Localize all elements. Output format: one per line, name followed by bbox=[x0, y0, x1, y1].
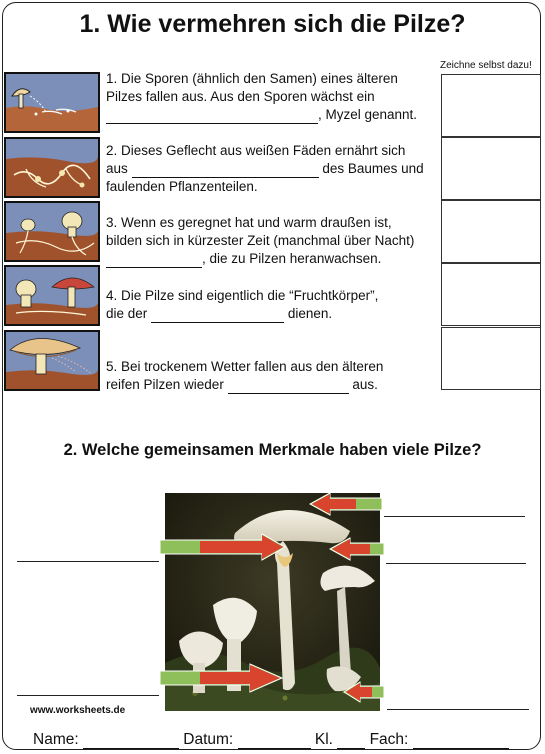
answer-line-bottom-left[interactable] bbox=[17, 695, 159, 696]
illustration-spores-falling bbox=[4, 72, 100, 133]
step-5-suffix: aus. bbox=[352, 377, 378, 392]
drawing-box-3[interactable] bbox=[441, 200, 541, 263]
drawing-box-4[interactable] bbox=[441, 263, 541, 326]
step-3-line-3 bbox=[106, 250, 441, 268]
step-5-line-1: 5. Bei trockenem Wetter fallen aus den älteren bbox=[106, 359, 384, 374]
section-1-title: 1. Wie vermehren sich die Pilze? bbox=[79, 10, 466, 38]
illustration-young-mushrooms bbox=[4, 201, 100, 262]
step-1-line-3 bbox=[106, 106, 441, 124]
step-3 bbox=[106, 214, 441, 268]
step-1-suffix: , Myzel genannt. bbox=[318, 107, 418, 122]
answer-line-right[interactable] bbox=[386, 563, 526, 564]
class-field[interactable] bbox=[337, 734, 365, 749]
answer-line-top-right[interactable] bbox=[384, 516, 525, 517]
step-5-line-2 bbox=[106, 376, 441, 394]
step-1-line-1: 1. Die Sporen (ähnlich den Samen) eines älteren bbox=[106, 71, 398, 86]
answer-line-left[interactable] bbox=[17, 561, 159, 562]
draw-hint: Zeichne selbst dazu! bbox=[440, 60, 532, 71]
step-4-answer-blank[interactable] bbox=[151, 308, 284, 323]
name-field[interactable] bbox=[83, 734, 179, 749]
step-5-answer-blank[interactable] bbox=[228, 379, 349, 394]
mushroom-photo bbox=[165, 493, 380, 711]
class-label: Kl. bbox=[314, 731, 333, 748]
subject-field[interactable] bbox=[413, 734, 509, 749]
subject-label: Fach: bbox=[369, 731, 409, 748]
step-3-line-2: bilden sich in kürzester Zeit (manchmal über Nacht) bbox=[106, 233, 415, 248]
step-4-line-2 bbox=[106, 305, 441, 323]
illustration-mycelium bbox=[4, 137, 100, 198]
step-2-prefix: aus bbox=[106, 161, 128, 176]
date-label: Datum: bbox=[183, 731, 234, 748]
step-5 bbox=[106, 358, 441, 394]
step-4 bbox=[106, 287, 441, 323]
step-2-line-1: 2. Dieses Geflecht aus weißen Fäden ernährt sich bbox=[106, 143, 406, 158]
step-4-suffix: dienen. bbox=[287, 306, 333, 321]
step-3-suffix: , die zu Pilzen heranwachsen. bbox=[202, 251, 382, 266]
illustration-spores-release bbox=[4, 330, 100, 391]
step-1-line-2: Pilzes fallen aus. Aus den Sporen wächst ein bbox=[106, 89, 375, 104]
step-2-line-3: faulenden Pflanzenteilen. bbox=[106, 179, 258, 194]
name-label: Name: bbox=[33, 731, 79, 748]
website-label: www.worksheets.de bbox=[30, 705, 126, 716]
drawing-box-1[interactable] bbox=[441, 74, 541, 137]
step-5-prefix: reifen Pilzen wieder bbox=[106, 377, 224, 392]
drawing-box-2[interactable] bbox=[441, 137, 541, 200]
answer-line-bottom-right[interactable] bbox=[387, 709, 529, 710]
step-4-prefix: die der bbox=[106, 306, 148, 321]
date-field[interactable] bbox=[238, 734, 311, 749]
step-2-answer-blank[interactable] bbox=[132, 163, 319, 178]
step-1-answer-blank[interactable] bbox=[106, 109, 318, 124]
footer-fields bbox=[33, 731, 509, 749]
step-4-line-1: 4. Die Pilze sind eigentlich die “Fruchtkörper”, bbox=[106, 288, 379, 303]
step-3-answer-blank[interactable] bbox=[106, 253, 202, 268]
step-3-line-1: 3. Wenn es geregnet hat und warm draußen ist, bbox=[106, 215, 392, 230]
step-1 bbox=[106, 70, 441, 124]
step-2-line-2 bbox=[106, 160, 441, 178]
step-2-suffix: des Baumes und bbox=[322, 161, 424, 176]
step-2 bbox=[106, 142, 441, 196]
section-2-title: 2. Welche gemeinsamen Merkmale haben viele Pilze? bbox=[63, 441, 482, 459]
illustration-fruiting-bodies bbox=[4, 265, 100, 326]
drawing-box-5[interactable] bbox=[441, 327, 541, 390]
